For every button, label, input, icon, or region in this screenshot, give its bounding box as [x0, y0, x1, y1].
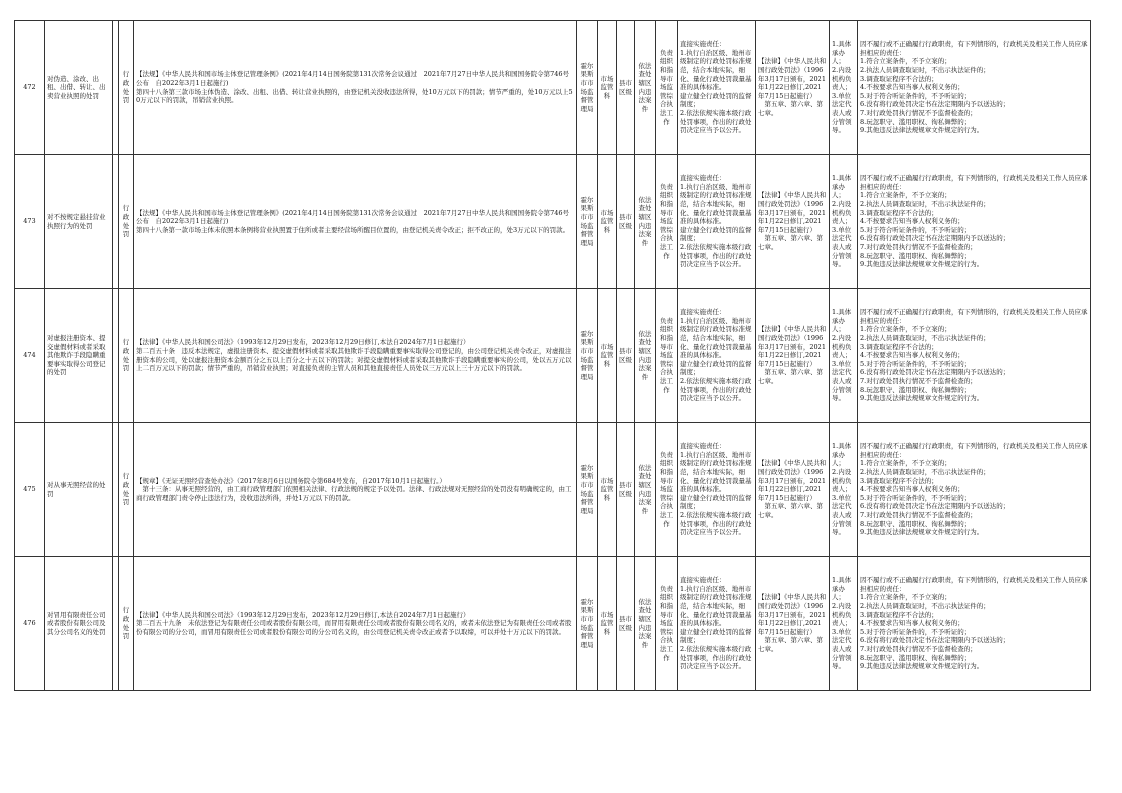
- responsibility-items: 直接实施责任： 1.执行自治区级、地州市级制定的行政处罚标准规范，结合本地实际，细化、量化行政处罚裁量基准的具体标准。 建立健全行政处罚的监督制度； 2.依法依规实施本级行政处罚事项，作出的行政处罚决定应当予以公开。: [678, 21, 756, 155]
- exercise-scope: 依法查处辖区内违法案件: [635, 423, 656, 557]
- accountability-object: 1.具体承办人； 2.内设机构负责人； 3.单位法定代表人或分管领导。: [830, 21, 858, 155]
- table-row: [15, 423, 1091, 557]
- item-name: 对从事无照经营的处罚: [45, 423, 113, 557]
- responsibility-basis: 【法律】《中华人民共和国行政处罚法》（1996年3月17日颁布，2021年1月22日修订,2021年7月15日起施行） 第五章、第六章、第七章。: [756, 289, 830, 423]
- exercise-scope: 依法查处辖区内违法案件: [635, 155, 656, 289]
- item-number: 472: [15, 21, 45, 155]
- accountability-situations: 因不履行或不正确履行行政职责，有下列情形的，行政机关及相关工作人员应承担相应的责任： 1.符合立案条件，不予立案的； 2.执法人员调查取证时，不出示执法证件的； 3.调查取证程序不合法的； 4.不按要求告知当事人权利义务的； 5.对于符合听证条件的，不予听证的； 6.没有将行政处罚决定书在法定期限内予以送达的； 7.对行政处罚执行情况不予监督检查的； 8.玩忽职守、滥用职权、徇私舞弊的； 9.其他违反法律法规规章文件规定的行为。: [858, 289, 1091, 423]
- table-row: [15, 155, 1091, 289]
- implementing-subject: 霍尔果斯市市场监督管理局: [577, 289, 598, 423]
- exercise-scope: 依法查处辖区内违法案件: [635, 21, 656, 155]
- item-name: 对不按规定悬挂营业执照行为的处罚: [45, 155, 113, 289]
- accountability-situations: 因不履行或不正确履行行政职责，有下列情形的，行政机关及相关工作人员应承担相应的责任： 1.符合立案条件，不予立案的； 2.执法人员调查取证时，不出示执法证件的； 3.调查取证程序不合法的； 4.不按要求告知当事人权利义务的； 5.对于符合听证条件的，不予听证的； 6.没有将行政处罚决定书在法定期限内予以送达的； 7.对行政处罚执行情况不予监督检查的； 8.玩忽职守、滥用职权、徇私舞弊的； 9.其他违反法律法规规章文件规定的行为。: [858, 21, 1091, 155]
- legal-basis: 【法规】《中华人民共和国市场主体登记管理条例》(2021年4月14日国务院第131次常务会议通过 2021年7月27日中华人民共和国国务院令第746号公布 自2022年3月1日起施行) 第四十八条第三款市场主体伪造、涂改、出租、出借、转让营业执照的，由登记机关没收违法所得，处10万元以下的罚款；情节严重的，处10万元以上50万元以下的罚款，吊销营业执照。: [134, 21, 577, 155]
- implementing-subject: 霍尔果斯市市场监督管理局: [577, 423, 598, 557]
- exercise-scope: 依法查处辖区内违法案件: [635, 557, 656, 691]
- exercise-form: 负责组织和指导市场监管综合执法工作: [656, 557, 678, 691]
- accountability-situations: 因不履行或不正确履行行政职责，有下列情形的，行政机关及相关工作人员应承担相应的责任： 1.符合立案条件，不予立案的； 2.执法人员调查取证时，不出示执法证件的； 3.调查取证程序不合法的； 4.不按要求告知当事人权利义务的； 5.对于符合听证条件的，不予听证的； 6.没有将行政处罚决定书在法定期限内予以送达的； 7.对行政处罚执行情况不予监督检查的； 8.玩忽职守、滥用职权、徇私舞弊的； 9.其他违反法律法规规章文件规定的行为。: [858, 423, 1091, 557]
- item-category: 行政处罚: [119, 423, 134, 557]
- responsibility-basis: 【法律】《中华人民共和国行政处罚法》（1996年3月17日颁布，2021年1月22日修订,2021年7月15日起施行） 第五章、第六章、第七章。: [756, 155, 830, 289]
- responsibility-items: 直接实施责任： 1.执行自治区级、地州市级制定的行政处罚标准规范，结合本地实际，细化、量化行政处罚裁量基准的具体标准。 建立健全行政处罚的监督制度； 2.依法依规实施本级行政处罚事项，作出的行政处罚决定应当予以公开。: [678, 289, 756, 423]
- responsibility-items: 直接实施责任： 1.执行自治区级、地州市级制定的行政处罚标准规范，结合本地实际，细化、量化行政处罚裁量基准的具体标准。 建立健全行政处罚的监督制度； 2.依法依规实施本级行政处罚事项，作出的行政处罚决定应当予以公开。: [678, 423, 756, 557]
- table-row: [15, 289, 1091, 423]
- responsible-department: 市场监管科: [598, 289, 617, 423]
- responsibility-basis: 【法律】《中华人民共和国行政处罚法》（1996年3月17日颁布，2021年1月22日修订,2021年7月15日起施行） 第五章、第六章、第七章。: [756, 557, 830, 691]
- responsibility-items: 直接实施责任： 1.执行自治区级、地州市级制定的行政处罚标准规范，结合本地实际，细化、量化行政处罚裁量基准的具体标准。 建立健全行政处罚的监督制度； 2.依法依规实施本级行政处罚事项，作出的行政处罚决定应当予以公开。: [678, 557, 756, 691]
- item-category: 行政处罚: [119, 289, 134, 423]
- item-name: 对虚报注册资本、提交虚假材料或者采取其他欺诈手段隐瞒重要事实取得公司登记的处罚: [45, 289, 113, 423]
- accountability-object: 1.具体承办人； 2.内设机构负责人； 3.单位法定代表人或分管领导。: [830, 289, 858, 423]
- exercise-form: 负责组织和指导市场监管综合执法工作: [656, 289, 678, 423]
- exercise-level: 县市区级: [617, 289, 635, 423]
- implementing-subject: 霍尔果斯市市场监督管理局: [577, 21, 598, 155]
- responsibility-basis: 【法律】《中华人民共和国行政处罚法》（1996年3月17日颁布，2021年1月22日修订,2021年7月15日起施行） 第五章、第六章、第七章。: [756, 21, 830, 155]
- legal-basis: 【法律】《中华人民共和国公司法》（1993年12月29日发布，2023年12月29日修订,本法自2024年7月1日起施行） 第二百五十九条 未依法登记为有限责任公司或者股份有限公司，而冒用有限责任公司或者股份有限公司名义的，或者未依法登记为有限责任公司或者股份有限公司的分公司，而冒用有限责任公司或者股份有限公司的分公司名义的，由公司登记机关责令改正或者予以取缔，可以并处十万元以下的罚款。: [134, 557, 577, 691]
- exercise-form: 负责组织和指导市场监管综合执法工作: [656, 423, 678, 557]
- item-name: 对冒用有限责任公司或者股份有限公司及其分公司名义的处罚: [45, 557, 113, 691]
- accountability-situations: 因不履行或不正确履行行政职责，有下列情形的，行政机关及相关工作人员应承担相应的责任： 1.符合立案条件，不予立案的； 2.执法人员调查取证时，不出示执法证件的； 3.调查取证程序不合法的； 4.不按要求告知当事人权利义务的； 5.对于符合听证条件的，不予听证的； 6.没有将行政处罚决定书在法定期限内予以送达的； 7.对行政处罚执行情况不予监督检查的； 8.玩忽职守、滥用职权、徇私舞弊的； 9.其他违反法律法规规章文件规定的行为。: [858, 557, 1091, 691]
- item-category: 行政处罚: [119, 557, 134, 691]
- accountability-object: 1.具体承办人； 2.内设机构负责人； 3.单位法定代表人或分管领导。: [830, 557, 858, 691]
- accountability-object: 1.具体承办人； 2.内设机构负责人； 3.单位法定代表人或分管领导。: [830, 423, 858, 557]
- responsibility-basis: 【法律】《中华人民共和国行政处罚法》（1996年3月17日颁布，2021年1月22日修订,2021年7月15日起施行） 第五章、第六章、第七章。: [756, 423, 830, 557]
- exercise-scope: 依法查处辖区内违法案件: [635, 289, 656, 423]
- implementing-subject: 霍尔果斯市市场监督管理局: [577, 155, 598, 289]
- implementing-subject: 霍尔果斯市市场监督管理局: [577, 557, 598, 691]
- exercise-form: 负责组织和指导市场监管综合执法工作: [656, 155, 678, 289]
- item-name: 对伪造、涂改、出租、出借、转让、出卖营业执照的处罚: [45, 21, 113, 155]
- item-number: 476: [15, 557, 45, 691]
- exercise-form: 负责组织和指导市场监管综合执法工作: [656, 21, 678, 155]
- legal-basis: 【规章】《无证无照经营查处办法》（2017年8月6日以国务院令第684号发布，自2017年10月1日起施行。） 第十三条：从事无照经营的，由工商行政管理部门依照相关法律、行政法规的规定予以处罚。法律、行政法规对无照经营的处罚没有明确规定的，由工商行政管理部门责令停止违法行为，没收违法所得，并处1万元以下的罚款。: [134, 423, 577, 557]
- exercise-level: 县市区级: [617, 155, 635, 289]
- legal-basis: 【法律】《中华人民共和国公司法》（1993年12月29日发布，2023年12月29日修订,本法自2024年7月1日起施行） 第二百五十条 违反本法规定，虚报注册资本、提交虚假材料或者采取其他欺诈手段隐瞒重要事实取得公司登记的，由公司登记机关责令改正，对虚报注册资本的公司，处以虚报注册资本金额百分之五以上百分之十五以下的罚款；对提交虚假材料或者采取其他欺诈手段隐瞒重要事实的公司，处以五万元以上二百万元以下的罚款；情节严重的，吊销营业执照；对直接负责的主管人员和其他直接责任人员处以三万元以上三十万元以下的罚款。: [134, 289, 577, 423]
- table-row: [15, 557, 1091, 691]
- item-number: 473: [15, 155, 45, 289]
- responsible-department: 市场监管科: [598, 155, 617, 289]
- exercise-level: 县市区级: [617, 423, 635, 557]
- responsibility-items: 直接实施责任： 1.执行自治区级、地州市级制定的行政处罚标准规范，结合本地实际，细化、量化行政处罚裁量基准的具体标准。 建立健全行政处罚的监督制度； 2.依法依规实施本级行政处罚事项，作出的行政处罚决定应当予以公开。: [678, 155, 756, 289]
- responsible-department: 市场监管科: [598, 21, 617, 155]
- power-list-table: [14, 20, 1091, 691]
- accountability-situations: 因不履行或不正确履行行政职责，有下列情形的，行政机关及相关工作人员应承担相应的责任： 1.符合立案条件，不予立案的； 2.执法人员调查取证时，不出示执法证件的； 3.调查取证程序不合法的； 4.不按要求告知当事人权利义务的； 5.对于符合听证条件的，不予听证的； 6.没有将行政处罚决定书在法定期限内予以送达的； 7.对行政处罚执行情况不予监督检查的； 8.玩忽职守、滥用职权、徇私舞弊的； 9.其他违反法律法规规章文件规定的行为。: [858, 155, 1091, 289]
- legal-basis: 【法规】《中华人民共和国市场主体登记管理条例》(2021年4月14日国务院第131次常务会议通过 2021年7月27日中华人民共和国国务院令第746号公布 自2022年3月1日起施行) 第四十八条第一款市场主体未依照本条例将营业执照置于住所或者主要经营场所醒目位置的，由登记机关责令改正；拒不改正的，处3万元以下的罚款。: [134, 155, 577, 289]
- responsible-department: 市场监管科: [598, 557, 617, 691]
- exercise-level: 县市区级: [617, 557, 635, 691]
- responsible-department: 市场监管科: [598, 423, 617, 557]
- item-number: 474: [15, 289, 45, 423]
- accountability-object: 1.具体承办人； 2.内设机构负责人； 3.单位法定代表人或分管领导。: [830, 155, 858, 289]
- table-row: [15, 21, 1091, 155]
- item-category: 行政处罚: [119, 155, 134, 289]
- exercise-level: 县市区级: [617, 21, 635, 155]
- item-number: 475: [15, 423, 45, 557]
- item-category: 行政处罚: [119, 21, 134, 155]
